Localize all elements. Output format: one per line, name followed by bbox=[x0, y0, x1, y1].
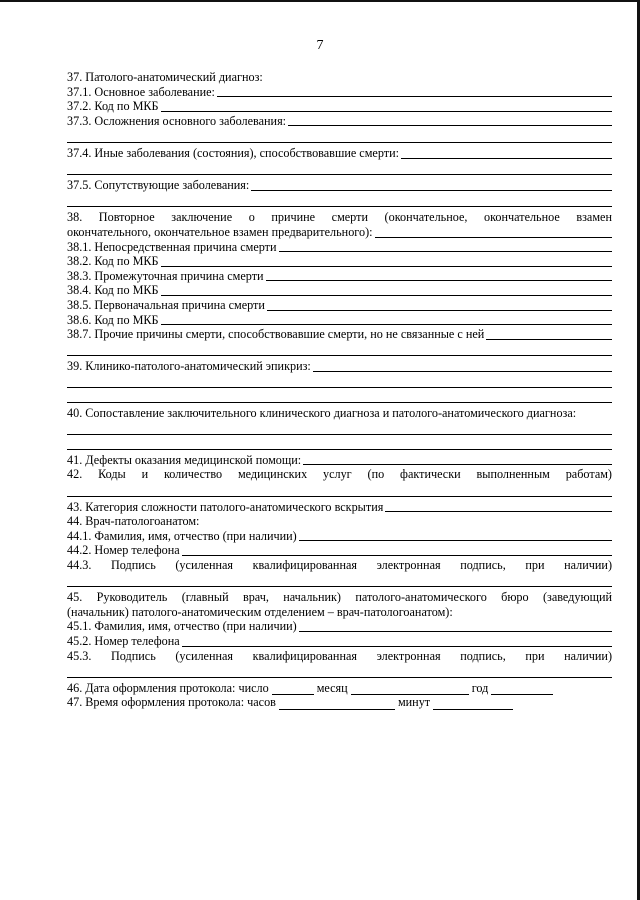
item-38-6 bbox=[67, 313, 612, 328]
item-37-2 bbox=[67, 99, 612, 114]
item-42-label: 42. Коды и количество медицинских услуг (по фактически выполненным работам) bbox=[67, 467, 612, 482]
item-39-blank-line-2[interactable] bbox=[67, 388, 612, 403]
item-38-2 bbox=[67, 254, 612, 269]
item-46-year-field[interactable] bbox=[491, 694, 553, 695]
item-38-1-field[interactable] bbox=[279, 251, 612, 252]
item-38-line1-label: 38. Повторное заключение о причине смерти (окончательное, окончательное взамен bbox=[67, 210, 612, 225]
item-45-3-label: 45.3. Подпись (усиленная квалифицированная электронная подпись, при наличии) bbox=[67, 648, 612, 663]
item-45-line2-label: (начальник) патолого-анатомическим отделением – врач-патологоанатом): bbox=[67, 604, 453, 619]
item-38-4-label: 38.4. Код по МКБ bbox=[67, 283, 159, 298]
item-37-1-label: 37.1. Основное заболевание: bbox=[67, 84, 215, 99]
item-43-field[interactable] bbox=[385, 511, 612, 512]
item-37-5-label: 37.5. Сопутствующие заболевания: bbox=[67, 178, 250, 193]
item-41-label: 41. Дефекты оказания медицинской помощи: bbox=[67, 452, 302, 467]
item-40-label: 40. Сопоставление заключительного клинического диагноза и патолого-анатомического диагноза: bbox=[67, 406, 577, 421]
item-46-day-field[interactable] bbox=[272, 694, 314, 695]
item-37-3 bbox=[67, 114, 612, 129]
item-38-7-field[interactable] bbox=[486, 339, 612, 340]
item-47-minutes-field[interactable] bbox=[433, 709, 513, 710]
item-37-4-blank-line[interactable] bbox=[67, 161, 612, 176]
item-37-4-label: 37.4. Иные заболевания (состояния), способствовавшие смерти: bbox=[67, 145, 400, 160]
item-45-1-label: 45.1. Фамилия, имя, отчество (при наличии) bbox=[67, 619, 297, 634]
protocol-form bbox=[67, 70, 612, 710]
item-45-line2 bbox=[67, 605, 612, 620]
item-38-2-label: 38.2. Код по МКБ bbox=[67, 254, 159, 269]
item-42-blank-line[interactable] bbox=[67, 482, 612, 497]
item-37-3-field[interactable] bbox=[288, 125, 612, 126]
item-37-1-field[interactable] bbox=[217, 96, 612, 97]
item-38-5 bbox=[67, 298, 612, 313]
item-45-line1 bbox=[67, 590, 612, 605]
item-44-2 bbox=[67, 543, 612, 558]
item-47-hours-field[interactable] bbox=[279, 709, 395, 710]
item-37-5-field[interactable] bbox=[251, 190, 612, 191]
item-38-1-label: 38.1. Непосредственная причина смерти bbox=[67, 239, 277, 254]
item-47-minutes-label: минут bbox=[397, 695, 431, 710]
item-44-label: 44. Врач-патологоанатом: bbox=[67, 514, 200, 529]
item-38-7-label: 38.7. Прочие причины смерти, способствовавшие смерти, но не связанные с ней bbox=[67, 327, 485, 342]
page-number: 7 bbox=[316, 38, 324, 53]
item-45-3 bbox=[67, 649, 612, 664]
scan-edge-top bbox=[0, 0, 640, 2]
item-39 bbox=[67, 359, 612, 374]
item-38-5-field[interactable] bbox=[267, 310, 612, 311]
item-45-1 bbox=[67, 619, 612, 634]
item-38-3-label: 38.3. Промежуточная причина смерти bbox=[67, 268, 264, 283]
item-44-2-label: 44.2. Номер телефона bbox=[67, 543, 180, 558]
item-39-label: 39. Клинико-патолого-анатомический эпикриз: bbox=[67, 359, 311, 374]
item-38-1 bbox=[67, 240, 612, 255]
item-45-2 bbox=[67, 634, 612, 649]
item-37-2-label: 37.2. Код по МКБ bbox=[67, 99, 159, 114]
item-37-title-label: 37. Патолого-анатомический диагноз: bbox=[67, 70, 263, 84]
item-38-3-field[interactable] bbox=[266, 280, 612, 281]
item-38-field[interactable] bbox=[375, 237, 612, 238]
item-40-blank-line-2[interactable] bbox=[67, 435, 612, 450]
item-38-line2 bbox=[67, 225, 612, 240]
item-38-3 bbox=[67, 269, 612, 284]
item-37-title bbox=[67, 70, 612, 85]
item-37-3-blank-line[interactable] bbox=[67, 128, 612, 143]
item-45-3-blank-line[interactable] bbox=[67, 663, 612, 678]
item-38-6-label: 38.6. Код по МКБ bbox=[67, 312, 159, 327]
item-45-2-label: 45.2. Номер телефона bbox=[67, 633, 180, 648]
item-38-6-field[interactable] bbox=[161, 324, 612, 325]
item-44-3 bbox=[67, 558, 612, 573]
item-37-3-label: 37.3. Осложнения основного заболевания: bbox=[67, 113, 287, 128]
item-45-line1-label: 45. Руководитель (главный врач, начальник) патолого-анатомического бюро (заведующий bbox=[67, 590, 612, 605]
item-45-2-field[interactable] bbox=[182, 646, 612, 647]
item-38-4-field[interactable] bbox=[161, 295, 612, 296]
item-44-1-field[interactable] bbox=[299, 540, 612, 541]
item-38-line1 bbox=[67, 210, 612, 225]
item-38-line2-label: окончательного, окончательное взамен предварительного): bbox=[67, 224, 373, 239]
item-38-7 bbox=[67, 327, 612, 342]
item-41-field[interactable] bbox=[303, 464, 612, 465]
item-40 bbox=[67, 406, 612, 421]
item-38-4 bbox=[67, 283, 612, 298]
item-38-2-field[interactable] bbox=[161, 266, 612, 267]
item-47 bbox=[67, 695, 612, 710]
item-37-4 bbox=[67, 146, 612, 161]
item-43-label: 43. Категория сложности патолого-анатомического вскрытия bbox=[67, 499, 384, 514]
item-37-4-field[interactable] bbox=[401, 158, 612, 159]
item-40-blank-line-1[interactable] bbox=[67, 421, 612, 436]
item-37-1 bbox=[67, 85, 612, 100]
item-44-1 bbox=[67, 529, 612, 544]
item-46-year-label: год bbox=[471, 680, 489, 695]
item-46-label: 46. Дата оформления протокола: число bbox=[67, 680, 269, 695]
item-44-1-label: 44.1. Фамилия, имя, отчество (при наличии) bbox=[67, 528, 297, 543]
item-45-1-field[interactable] bbox=[299, 631, 612, 632]
item-37-5 bbox=[67, 178, 612, 193]
item-47-label: 47. Время оформления протокола: часов bbox=[67, 695, 276, 710]
item-41 bbox=[67, 453, 612, 468]
item-44-3-label: 44.3. Подпись (усиленная квалифицированная электронная подпись, при наличии) bbox=[67, 558, 612, 572]
item-44-3-blank-line[interactable] bbox=[67, 573, 612, 588]
item-44 bbox=[67, 514, 612, 529]
item-46 bbox=[67, 681, 612, 696]
item-46-month-label: месяц bbox=[316, 680, 348, 695]
item-44-2-field[interactable] bbox=[182, 555, 612, 556]
item-37-2-field[interactable] bbox=[161, 111, 612, 112]
item-38-7-blank-line[interactable] bbox=[67, 342, 612, 357]
item-42 bbox=[67, 467, 612, 482]
item-39-blank-line-1[interactable] bbox=[67, 374, 612, 389]
item-38-5-label: 38.5. Первоначальная причина смерти bbox=[67, 297, 265, 312]
item-39-field[interactable] bbox=[313, 371, 612, 372]
item-43 bbox=[67, 500, 612, 515]
item-37-5-blank-line[interactable] bbox=[67, 193, 612, 208]
